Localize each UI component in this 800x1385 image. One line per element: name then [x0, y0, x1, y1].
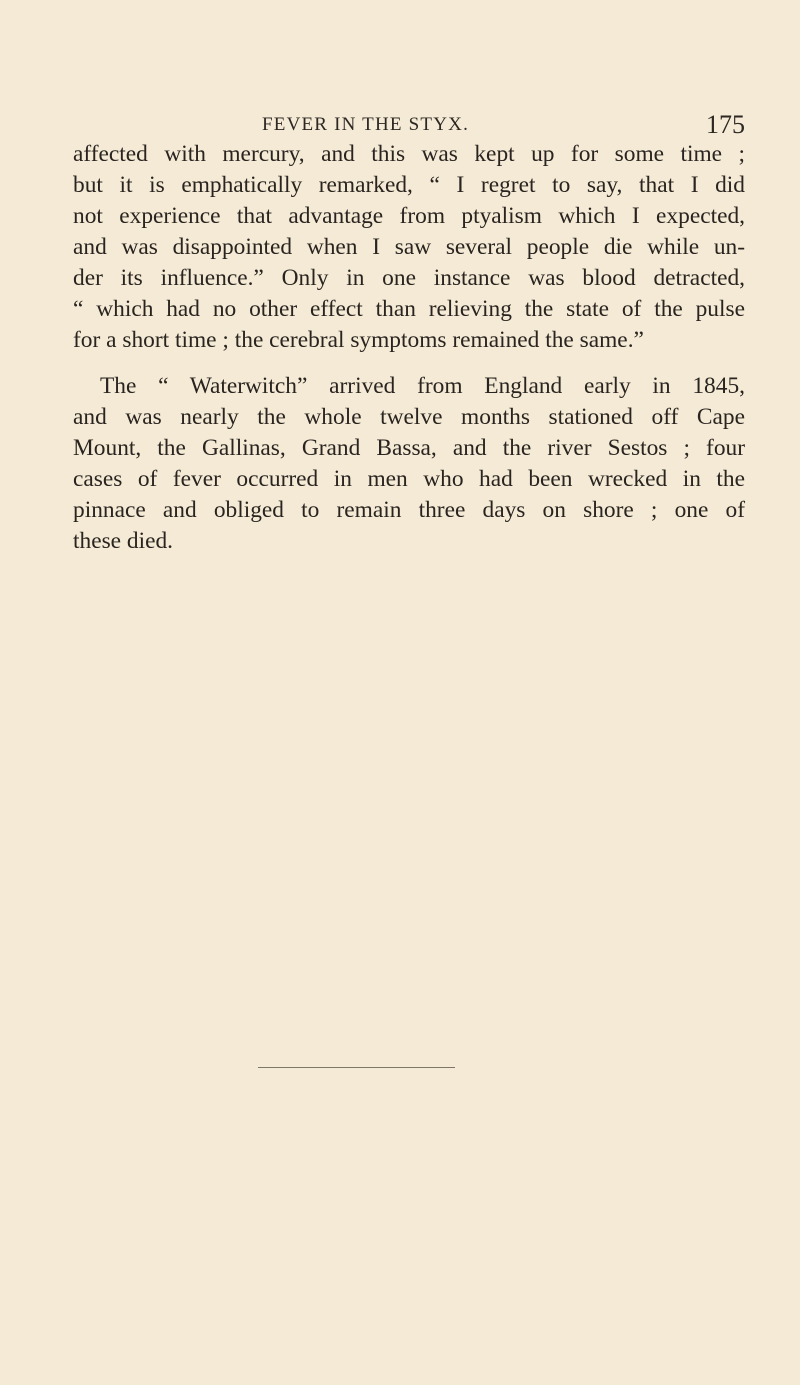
text-line: “ which had no other effect than relieving the state of the pulse: [73, 296, 745, 322]
text-line: these died.: [73, 528, 174, 554]
text-line: der its influence.” Only in one instance was blood detracted,: [73, 265, 745, 291]
running-head-title: FEVER IN THE STYX.: [262, 114, 470, 135]
text-line: pinnace and obliged to remain three days on shore ; one of: [73, 497, 745, 523]
text-line: for a short time ; the cerebral symptoms remained the same.”: [73, 327, 644, 353]
text-line: and was disappointed when I saw several people die while un-: [73, 234, 745, 260]
section-divider: [258, 1067, 455, 1068]
text-line: not experience that advantage from ptyalism which I expected,: [73, 203, 745, 229]
text-line: affected with mercury, and this was kept up for some time ;: [73, 141, 745, 167]
page-number: 175: [706, 110, 745, 139]
text-line: cases of fever occurred in men who had been wrecked in the: [73, 466, 745, 492]
text-line: but it is emphatically remarked, “ I regret to say, that I did: [73, 172, 745, 198]
text-line: and was nearly the whole twelve months stationed off Cape: [73, 404, 745, 430]
text-line: The “ Waterwitch” arrived from England early in 1845,: [100, 373, 745, 399]
text-line: Mount, the Gallinas, Grand Bassa, and the river Sestos ; four: [73, 435, 745, 461]
